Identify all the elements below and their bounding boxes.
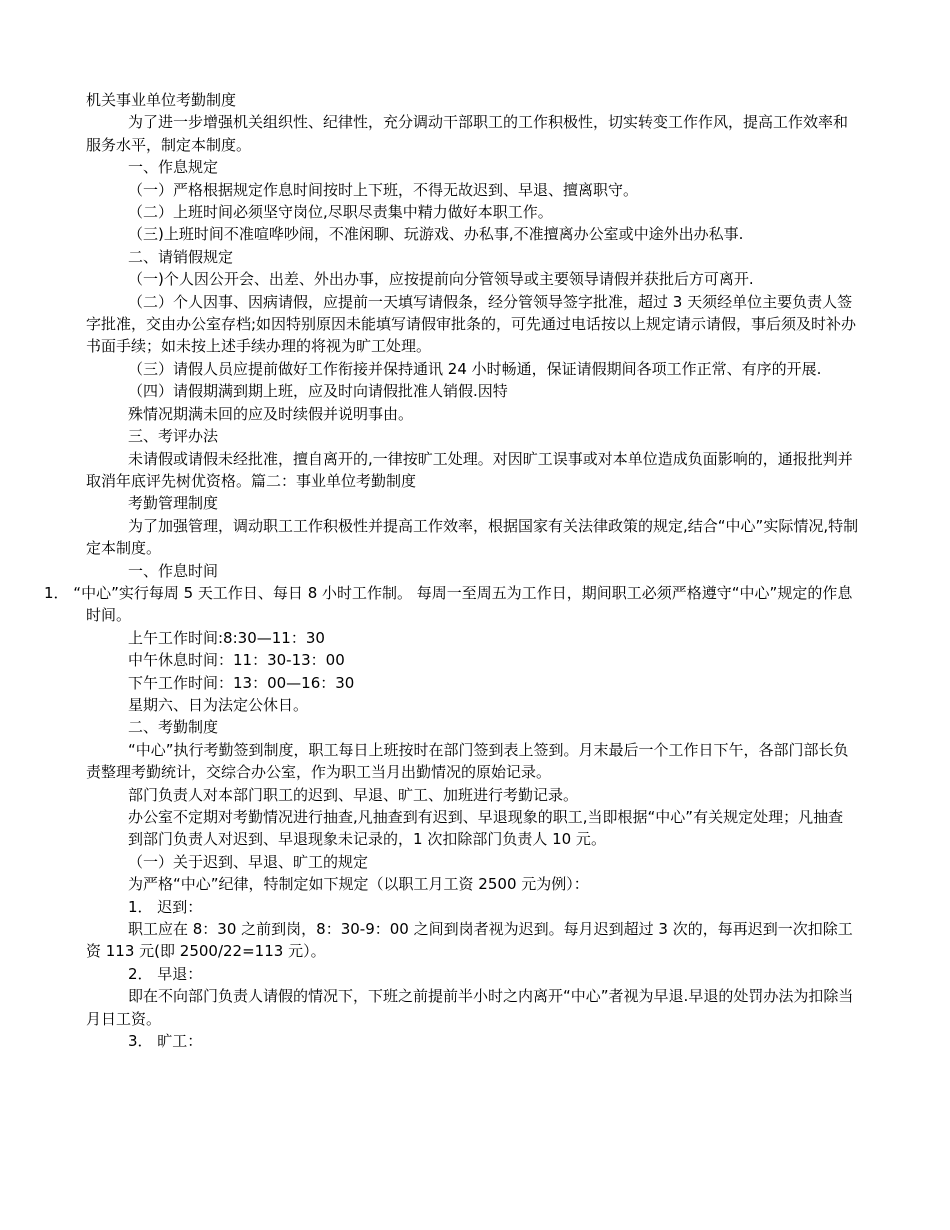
schedule-morning: 上午工作时间:8:30—11：30 bbox=[128, 628, 325, 647]
paragraph: 殊情况期满未回的应及时续假并说明事由。 bbox=[128, 404, 414, 423]
numbered-heading: 2． 早退： bbox=[128, 964, 203, 983]
schedule-noon: 中午休息时间：11：30-13：00 bbox=[128, 651, 345, 670]
rule-item: （二）个人因事、因病请假，应提前一天填写请假条，经分管领导签字批准，超过 3 天须经单位主要负责人签字批准，交由办公室存档;如因特别原因未能填写请假审批条的，可先通过电话按以上规定请示请假，事后须及时补办书面手续；如未按上述手续办理的将视为旷工处理。 bbox=[86, 292, 857, 356]
rule-item: （一）严格根据规定作息时间按时上下班，不得无故迟到、早退、擅离职守。 bbox=[128, 180, 639, 199]
intro-paragraph: 为了进一步增强机关组织性、纪律性，充分调动干部职工的工作积极性，切实转变工作作风，提高工作效率和服务水平，制定本制度。 bbox=[86, 113, 849, 154]
paragraph: 为了加强管理，调动职工工作积极性并提高工作效率，根据国家有关法律政策的规定,结合“中心”实际情况,特制定本制度。 bbox=[86, 516, 859, 558]
section-heading: 一、作息规定 bbox=[128, 158, 219, 177]
numbered-heading: 3． 旷工： bbox=[128, 1032, 203, 1051]
rule-item: （四）请假期满到期上班，应及时向请假批准人销假.因特 bbox=[128, 382, 508, 401]
paragraph: 办公室不定期对考勤情况进行抽查,凡抽查到有迟到、早退现象的职工,当即根据“中心”有关规定处理；凡抽查 bbox=[128, 808, 844, 826]
schedule-afternoon: 下午工作时间：13：00—16：30 bbox=[128, 673, 355, 692]
paragraph: 部门负责人对本部门职工的迟到、早退、旷工、加班进行考勤记录。 bbox=[128, 785, 579, 804]
section-heading: 三、考评办法 bbox=[128, 427, 219, 446]
rule-item: （三)上班时间不准喧哗吵闹，不准闲聊、玩游戏、办私事,不准擅离办公室或中途外出办私事. bbox=[128, 225, 744, 244]
list-item: 1． “中心”实行每周 5 天工作日、每日 8 小时工作制。 每周一至周五为工作日，期间职工必须严格遵守“中心”规定的作息时间。 bbox=[44, 583, 853, 625]
sub-heading: （一）关于迟到、早退、旷工的规定 bbox=[128, 852, 369, 871]
paragraph: 即在不向部门负责人请假的情况下，下班之前提前半小时之内离开“中心”者视为早退.早退的处罚办法为扣除当月日工资。 bbox=[86, 987, 854, 1028]
numbered-heading: 1． 迟到： bbox=[128, 897, 203, 916]
paragraph: 未请假或请假未经批准，擅自离开的,一律按旷工处理。对因旷工误事或对本单位造成负面影响的，通报批判并取消年底评先树优资格。篇二：事业单位考勤制度 bbox=[86, 449, 853, 490]
rule-item: （三）请假人员应提前做好工作衔接并保持通讯 24 小时畅通，保证请假期间各项工作正常、有序的开展. bbox=[128, 359, 822, 378]
subtitle: 考勤管理制度 bbox=[128, 494, 219, 513]
paragraph: 到部门负责人对迟到、早退现象未记录的，1 次扣除部门负责人 10 元。 bbox=[128, 830, 606, 849]
paragraph: 职工应在 8：30 之前到岗，8：30-9：00 之间到岗者视为迟到。每月迟到超过 3 次的，每再迟到一次扣除工资 113 元(即 2500/22=113 元）。 bbox=[86, 920, 853, 961]
paragraph: 为严格“中心”纪律，特制定如下规定（以职工月工资 2500 元为例）： bbox=[128, 875, 589, 894]
document-title: 机关事业单位考勤制度 bbox=[86, 91, 237, 109]
rule-item: （一)个人因公开会、出差、外出办事，应按提前向分管领导或主要领导请假并获批后方可离开. bbox=[128, 270, 754, 289]
paragraph: “中心”执行考勤签到制度，职工每日上班按时在部门签到表上签到。月末最后一个工作日下午，各部门部长负责整理考勤统计，交综合办公室，作为职工当月出勤情况的原始记录。 bbox=[86, 740, 849, 782]
schedule-weekend: 星期六、日为法定公休日。 bbox=[128, 695, 309, 714]
section-heading: 二、请销假规定 bbox=[128, 247, 234, 266]
section-heading: 二、考勤制度 bbox=[128, 718, 219, 737]
rule-item: （二）上班时间必须坚守岗位,尽职尽责集中精力做好本职工作。 bbox=[128, 203, 553, 222]
section-heading: 一、作息时间 bbox=[128, 561, 219, 580]
document-body bbox=[44, 89, 862, 1052]
